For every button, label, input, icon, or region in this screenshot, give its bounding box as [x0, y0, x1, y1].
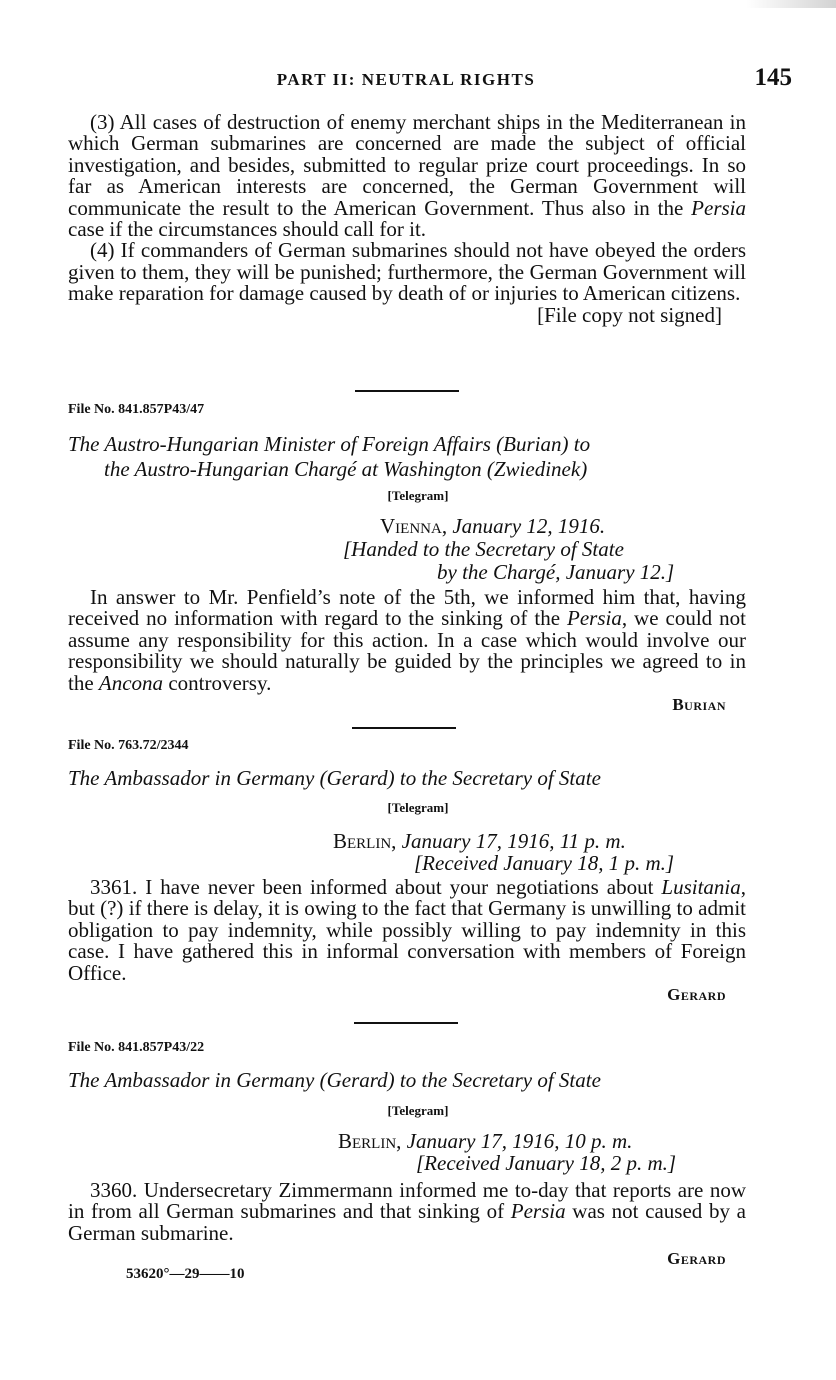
section-divider [352, 727, 456, 729]
signature: Gerard [667, 985, 726, 1005]
section-divider [355, 390, 459, 392]
telegram-label: [Telegram] [387, 800, 449, 815]
document-body [68, 587, 746, 715]
received-note: [Received January 18, 1 p. m.] [414, 851, 675, 875]
file-number: File No. 841.857P43/47 [68, 402, 205, 417]
page-number: 145 [754, 64, 792, 91]
running-header [68, 64, 792, 94]
paragraph-4: (4) If commanders of German submarines should not have obeyed the orders given to them, they will be punished; furthermore, the German Government will make reparation for damage caused by death of or injuries to American citizens. [68, 238, 746, 306]
continuation-block [68, 112, 746, 326]
paragraph-3: (3) All cases of destruction of enemy merchant ships in the Mediterranean in which German submarines are concerned are made the subject of official investigation, and besides, submitted to regular prize court proceedings. In so far as American interests are concerned, the German Government will communicate the result to the American Government. Thus also in the Persia case if the circumstances should call for it. [68, 110, 746, 242]
document-heading: The Ambassador in Germany (Gerard) to the Secretary of State [68, 766, 601, 790]
telegram-label: [Telegram] [387, 488, 449, 503]
document-body [68, 1180, 746, 1270]
document-body [68, 877, 746, 1005]
message-paragraph: 3360. Undersecretary Zimmermann informed me to-day that reports are now in from all German submarines and that sinking of Persia was not caused by a German submarine. [68, 1178, 747, 1245]
received-note-cont: by the Chargé, January 12.] [437, 560, 675, 584]
file-copy-note: [File copy not signed] [537, 302, 722, 327]
signature: Burian [672, 695, 726, 715]
running-title: PART II: NEUTRAL RIGHTS [276, 70, 536, 89]
received-note: [Received January 18, 2 p. m.] [416, 1151, 677, 1175]
dateline: Berlin, January 17, 1916, 10 p. m. [338, 1129, 633, 1153]
document-heading: The Austro-Hungarian Minister of Foreign Affairs (Burian) to the Austro-Hungarian Chargé at Washington (Zwiedinek) [68, 432, 591, 481]
signature: Gerard [667, 1249, 726, 1269]
message-paragraph: In answer to Mr. Penfield’s note of the 5th, we informed him that, having received no information with regard to the sinking of the Persia, we could not assume any responsibility for this action. In a case which would involve our responsibility we should naturally be guided by the principles we agreed to in the Ancona controversy. [68, 585, 746, 695]
message-paragraph: 3361. I have never been informed about your negotiations about Lusitania, but (?) if there is delay, it is owing to the fact that Germany is unwilling to admit obligation to pay indemnity, while possibly willing to pay indemnity in this case. I have gathered this in informal conversation with members of Foreign Office. [68, 875, 746, 985]
printer-code: 53620°—29——10 [126, 1266, 245, 1282]
file-number: File No. 841.857P43/22 [68, 1040, 205, 1055]
document-heading: The Ambassador in Germany (Gerard) to the Secretary of State [68, 1068, 601, 1092]
scan-edge-mark [746, 0, 836, 8]
dateline: Berlin, January 17, 1916, 11 p. m. [333, 829, 626, 853]
telegram-label: [Telegram] [387, 1103, 449, 1118]
section-divider [354, 1022, 458, 1024]
received-note: [Handed to the Secretary of State [343, 537, 624, 561]
file-number: File No. 763.72/2344 [68, 738, 189, 753]
dateline: Vienna, January 12, 1916. [380, 514, 606, 538]
